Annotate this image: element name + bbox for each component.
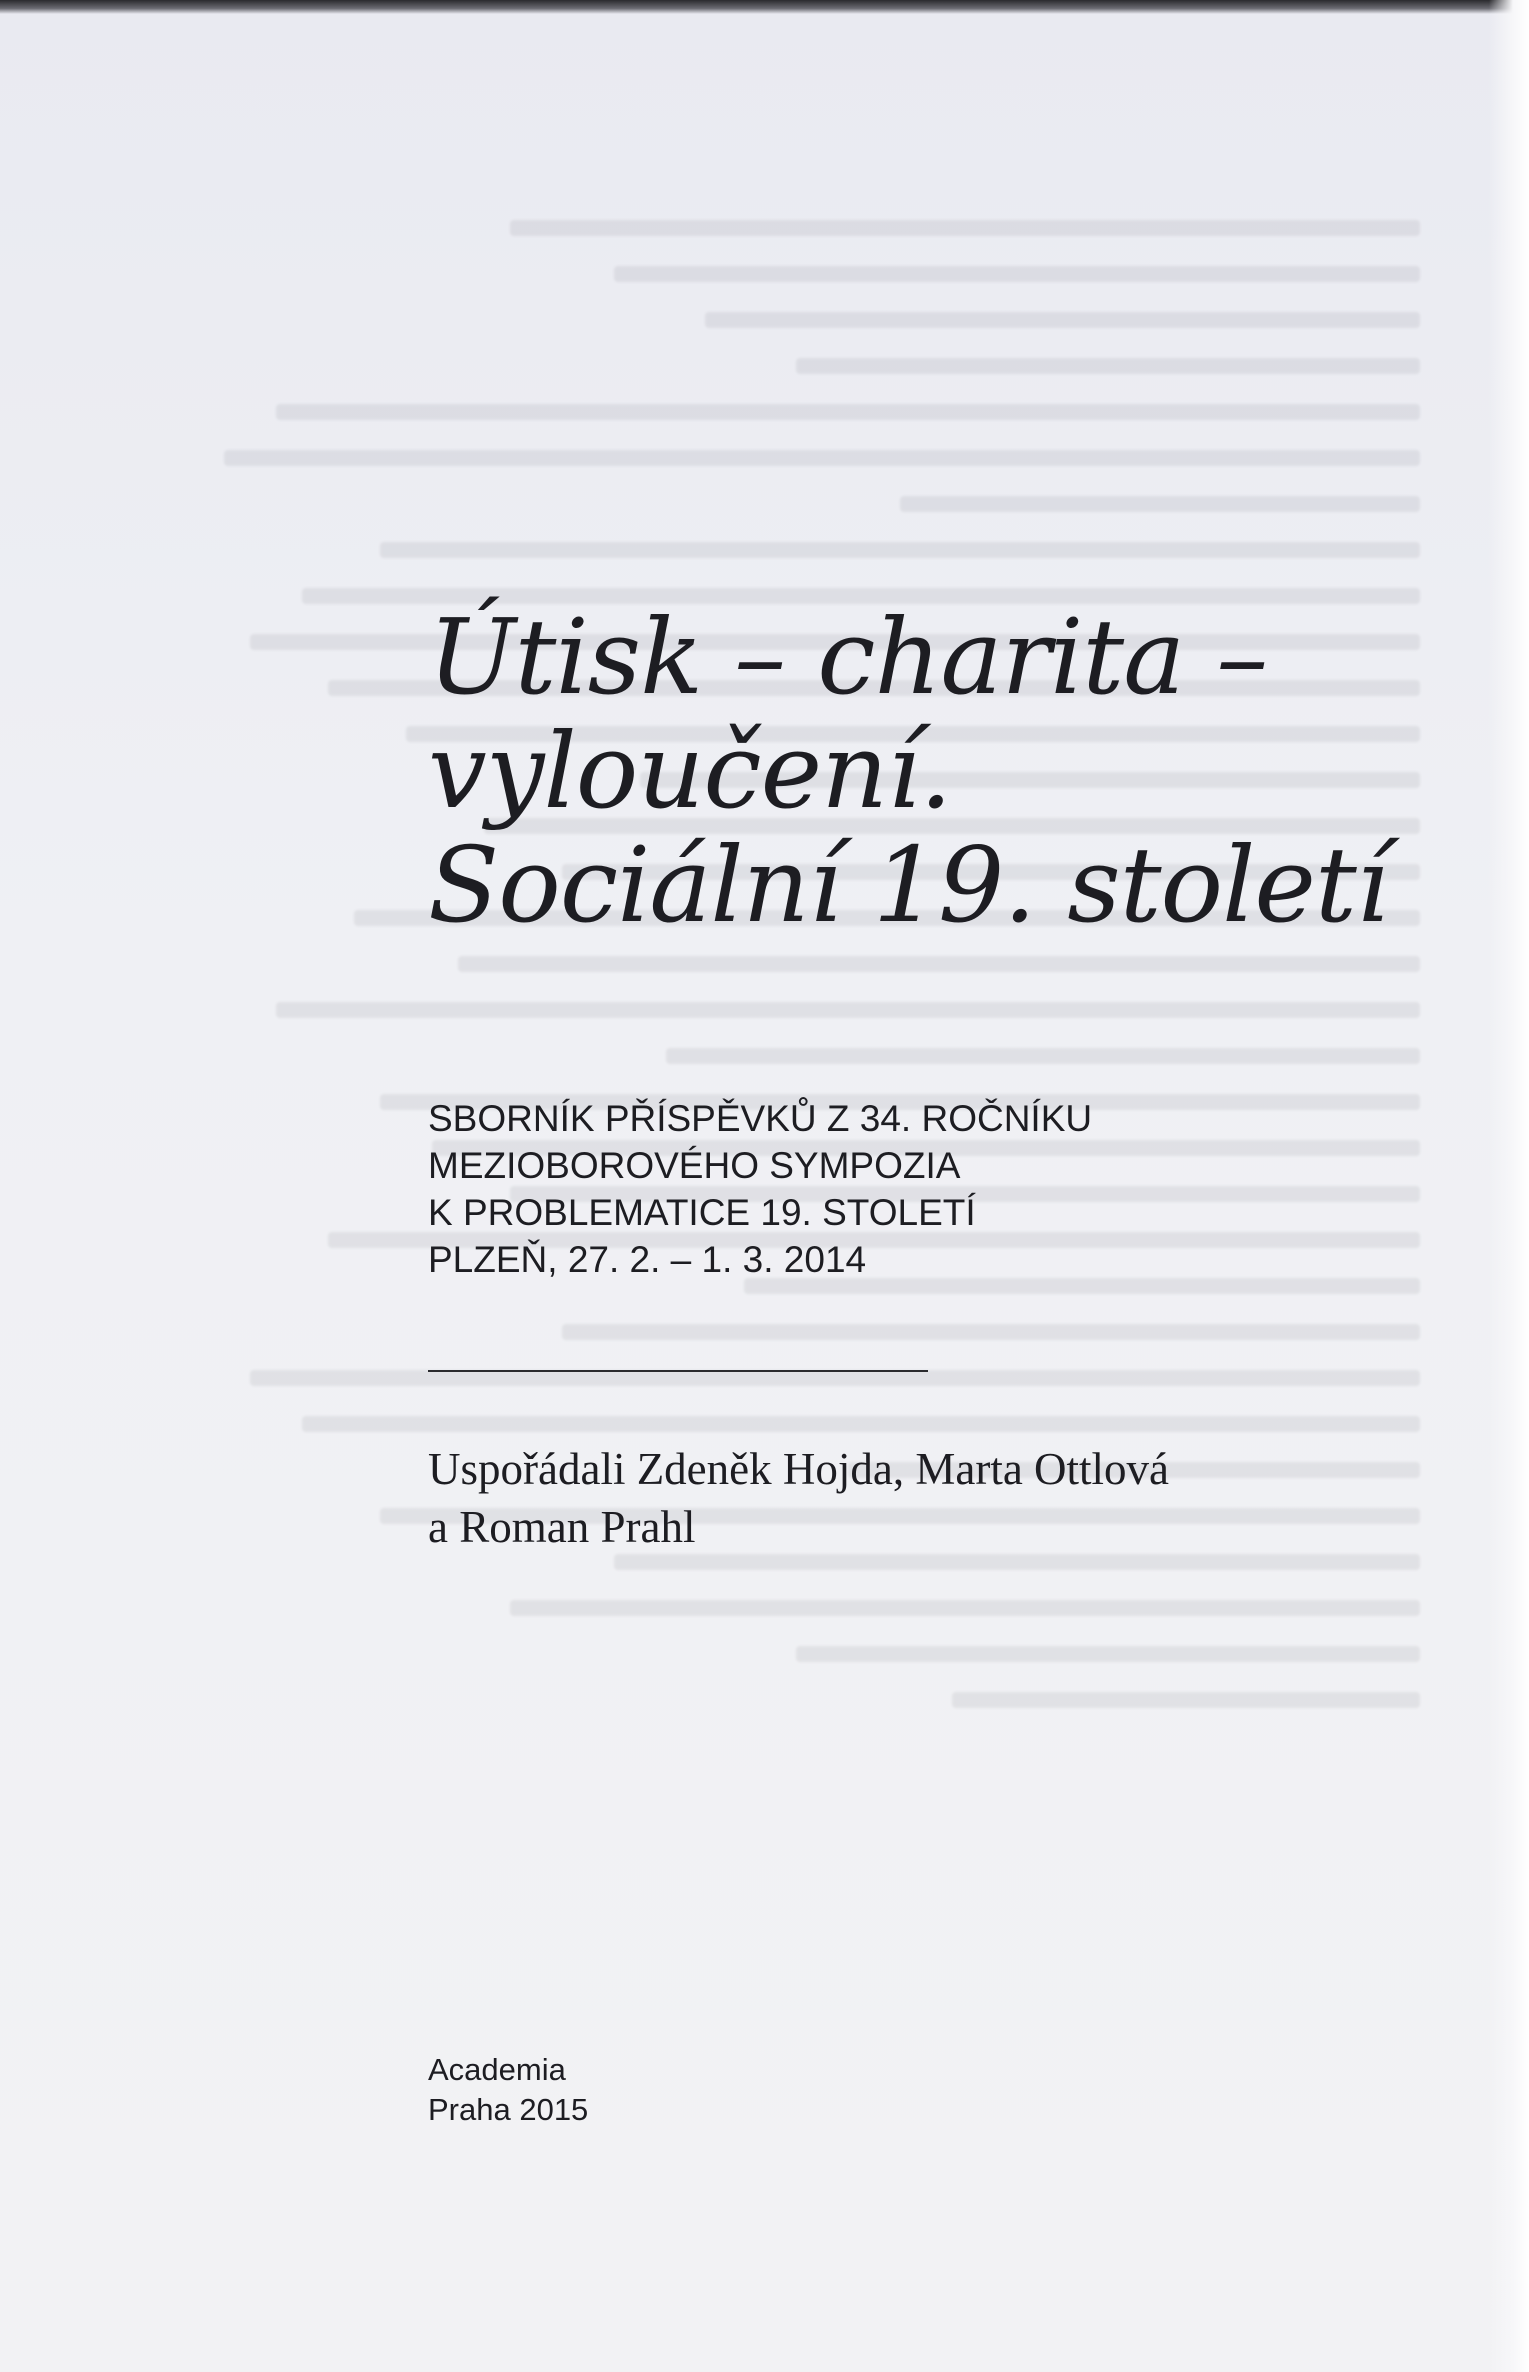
page-top-edge	[0, 0, 1529, 14]
editors-line-1: Uspořádali Zdeněk Hojda, Marta Ottlová	[428, 1444, 1170, 1494]
subtitle-line-4: PLZEŇ, 27. 2. – 1. 3. 2014	[428, 1239, 867, 1280]
book-title-line-3: Sociální 19. století	[428, 824, 1389, 946]
subtitle-line-2: MEZIOBOROVÉHO SYMPOZIA	[428, 1145, 961, 1186]
divider-rule	[428, 1370, 928, 1372]
publisher-imprint	[428, 2050, 828, 2130]
subtitle-line-3: K PROBLEMATICE 19. STOLETÍ	[428, 1192, 976, 1233]
book-title-line-1: Útisk – charita –	[428, 596, 1268, 718]
page-right-edge	[1489, 0, 1529, 2372]
publisher-name: Academia	[428, 2052, 566, 2087]
subtitle-line-1: SBORNÍK PŘÍSPĚVKŮ Z 34. ROČNÍKU	[428, 1098, 1093, 1139]
editors-credit	[428, 1440, 1228, 1556]
book-title-line-2: vyloučení.	[428, 710, 952, 832]
publisher-place-year: Praha 2015	[428, 2092, 589, 2127]
editors-line-2: a Roman Prahl	[428, 1502, 696, 1552]
book-title	[428, 596, 1389, 946]
book-subtitle	[428, 1095, 1228, 1283]
